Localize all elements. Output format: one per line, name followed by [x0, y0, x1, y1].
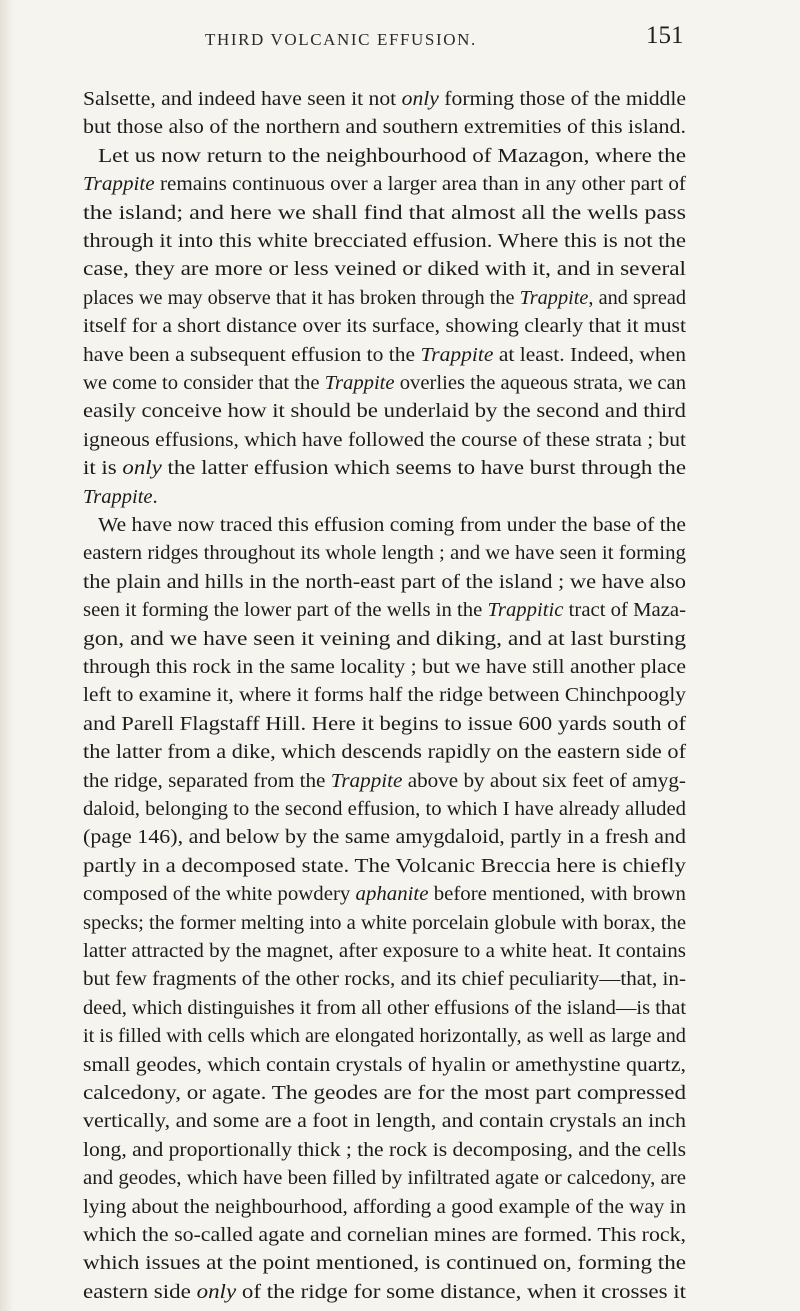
text-line: eastern side only of the ridge for some distance, when it crosses it — [83, 1280, 687, 1303]
text-line: the ridge, separated from the Trappite above by about six feet of amyg- — [83, 769, 686, 792]
text-line: the plain and hills in the north-east part of the island ; we have also — [83, 570, 687, 593]
text-line: the island; and here we shall find that almost all the wells pass — [83, 201, 687, 224]
text-line: small geodes, which contain crystals of hyalin or amethystine quartz, — [83, 1053, 686, 1076]
text-line: but those also of the northern and southern extremities of this island. — [83, 116, 686, 139]
text-line: we come to consider that the Trappite overlies the aqueous strata, we can — [83, 372, 687, 394]
text-line: but few fragments of the other rocks, and its chief peculiarity—that, in- — [83, 968, 687, 991]
text-line: igneous effusions, which have followed the course of these strata ; but — [83, 428, 686, 451]
text-line: Salsette, and indeed have seen it not only forming those of the middle — [83, 88, 686, 110]
text-line: lying about the neighbourhood, affording a good example of the way in — [83, 1195, 687, 1218]
text-line: (page 146), and below by the same amygdaloid, partly in a fresh and — [83, 826, 687, 849]
text-line: Let us now return to the neighbourhood of Mazagon, where the — [98, 144, 687, 167]
text-line: places we may observe that it has broken through the Trappite, and spread — [83, 286, 687, 309]
text-line: left to examine it, where it forms half the ridge between Chinchpoogly — [83, 684, 686, 707]
text-line: have been a subsequent effusion to the Trappite at least. Indeed, when — [83, 343, 686, 366]
text-line: Trappite. — [83, 485, 158, 508]
text-line: specks; the former melting into a white porcelain globule with borax, the — [83, 911, 687, 934]
text-line: Trappite remains continuous over a larger area than in any other part of — [83, 173, 686, 196]
text-line: the latter from a dike, which descends rapidly on the eastern side of — [83, 741, 687, 764]
text-line: through this rock in the same locality ; but we have still another place — [83, 656, 686, 678]
text-line: through it into this white brecciated effusion. Where this is not the — [83, 230, 686, 252]
text-line: composed of the white powdery aphanite before mentioned, with brown — [83, 883, 686, 906]
text-line: calcedony, or agate. The geodes are for the most part compressed — [83, 1082, 687, 1104]
text-line: vertically, and some are a foot in length, and contain crystals an inch — [83, 1110, 686, 1133]
text-line: which the so-called agate and cornelian mines are formed. This rock, — [83, 1224, 686, 1246]
text-line: eastern ridges throughout its whole length ; and we have seen it forming — [83, 542, 686, 565]
text-line: easily conceive how it should be underlaid by the second and third — [83, 400, 687, 423]
gutter-shadow — [0, 0, 14, 1311]
text-line: We have now traced this effusion coming from under the base of the — [98, 514, 686, 536]
running-title: THIRD VOLCANIC EFFUSION. — [205, 30, 477, 49]
text-line: it is only the latter effusion which seems to have burst through the — [83, 457, 686, 480]
text-line: seen it forming the lower part of the wells in the Trappitic tract of Maza- — [83, 599, 687, 622]
text-line: and Parell Flagstaff Hill. Here it begins to issue 600 yards south of — [83, 712, 686, 735]
text-line: itself for a short distance over its surface, showing clearly that it must — [83, 315, 686, 338]
text-line: latter attracted by the magnet, after exposure to a white heat. It contains — [83, 940, 687, 962]
text-line: daloid, belonging to the second effusion, to which I have already alluded — [83, 798, 687, 820]
text-line: deed, which distinguishes it from all other effusions of the island—is that — [83, 996, 687, 1019]
page-number: 151 — [646, 22, 684, 49]
text-line: which issues at the point mentioned, is continued on, forming the — [83, 1252, 687, 1275]
text-line: it is filled with cells which are elongated horizontally, as well as large and — [83, 1025, 687, 1048]
text-line: gon, and we have seen it veining and diking, and at last bursting — [83, 627, 687, 650]
text-line: partly in a decomposed state. The Volcanic Breccia here is chiefly — [83, 854, 686, 877]
text-line: case, they are more or less veined or diked with it, and in several — [83, 258, 687, 281]
text-line: and geodes, which have been filled by infiltrated agate or calcedony, are — [83, 1167, 687, 1190]
text-line: long, and proportionally thick ; the rock is decomposing, and the cells — [83, 1138, 687, 1161]
